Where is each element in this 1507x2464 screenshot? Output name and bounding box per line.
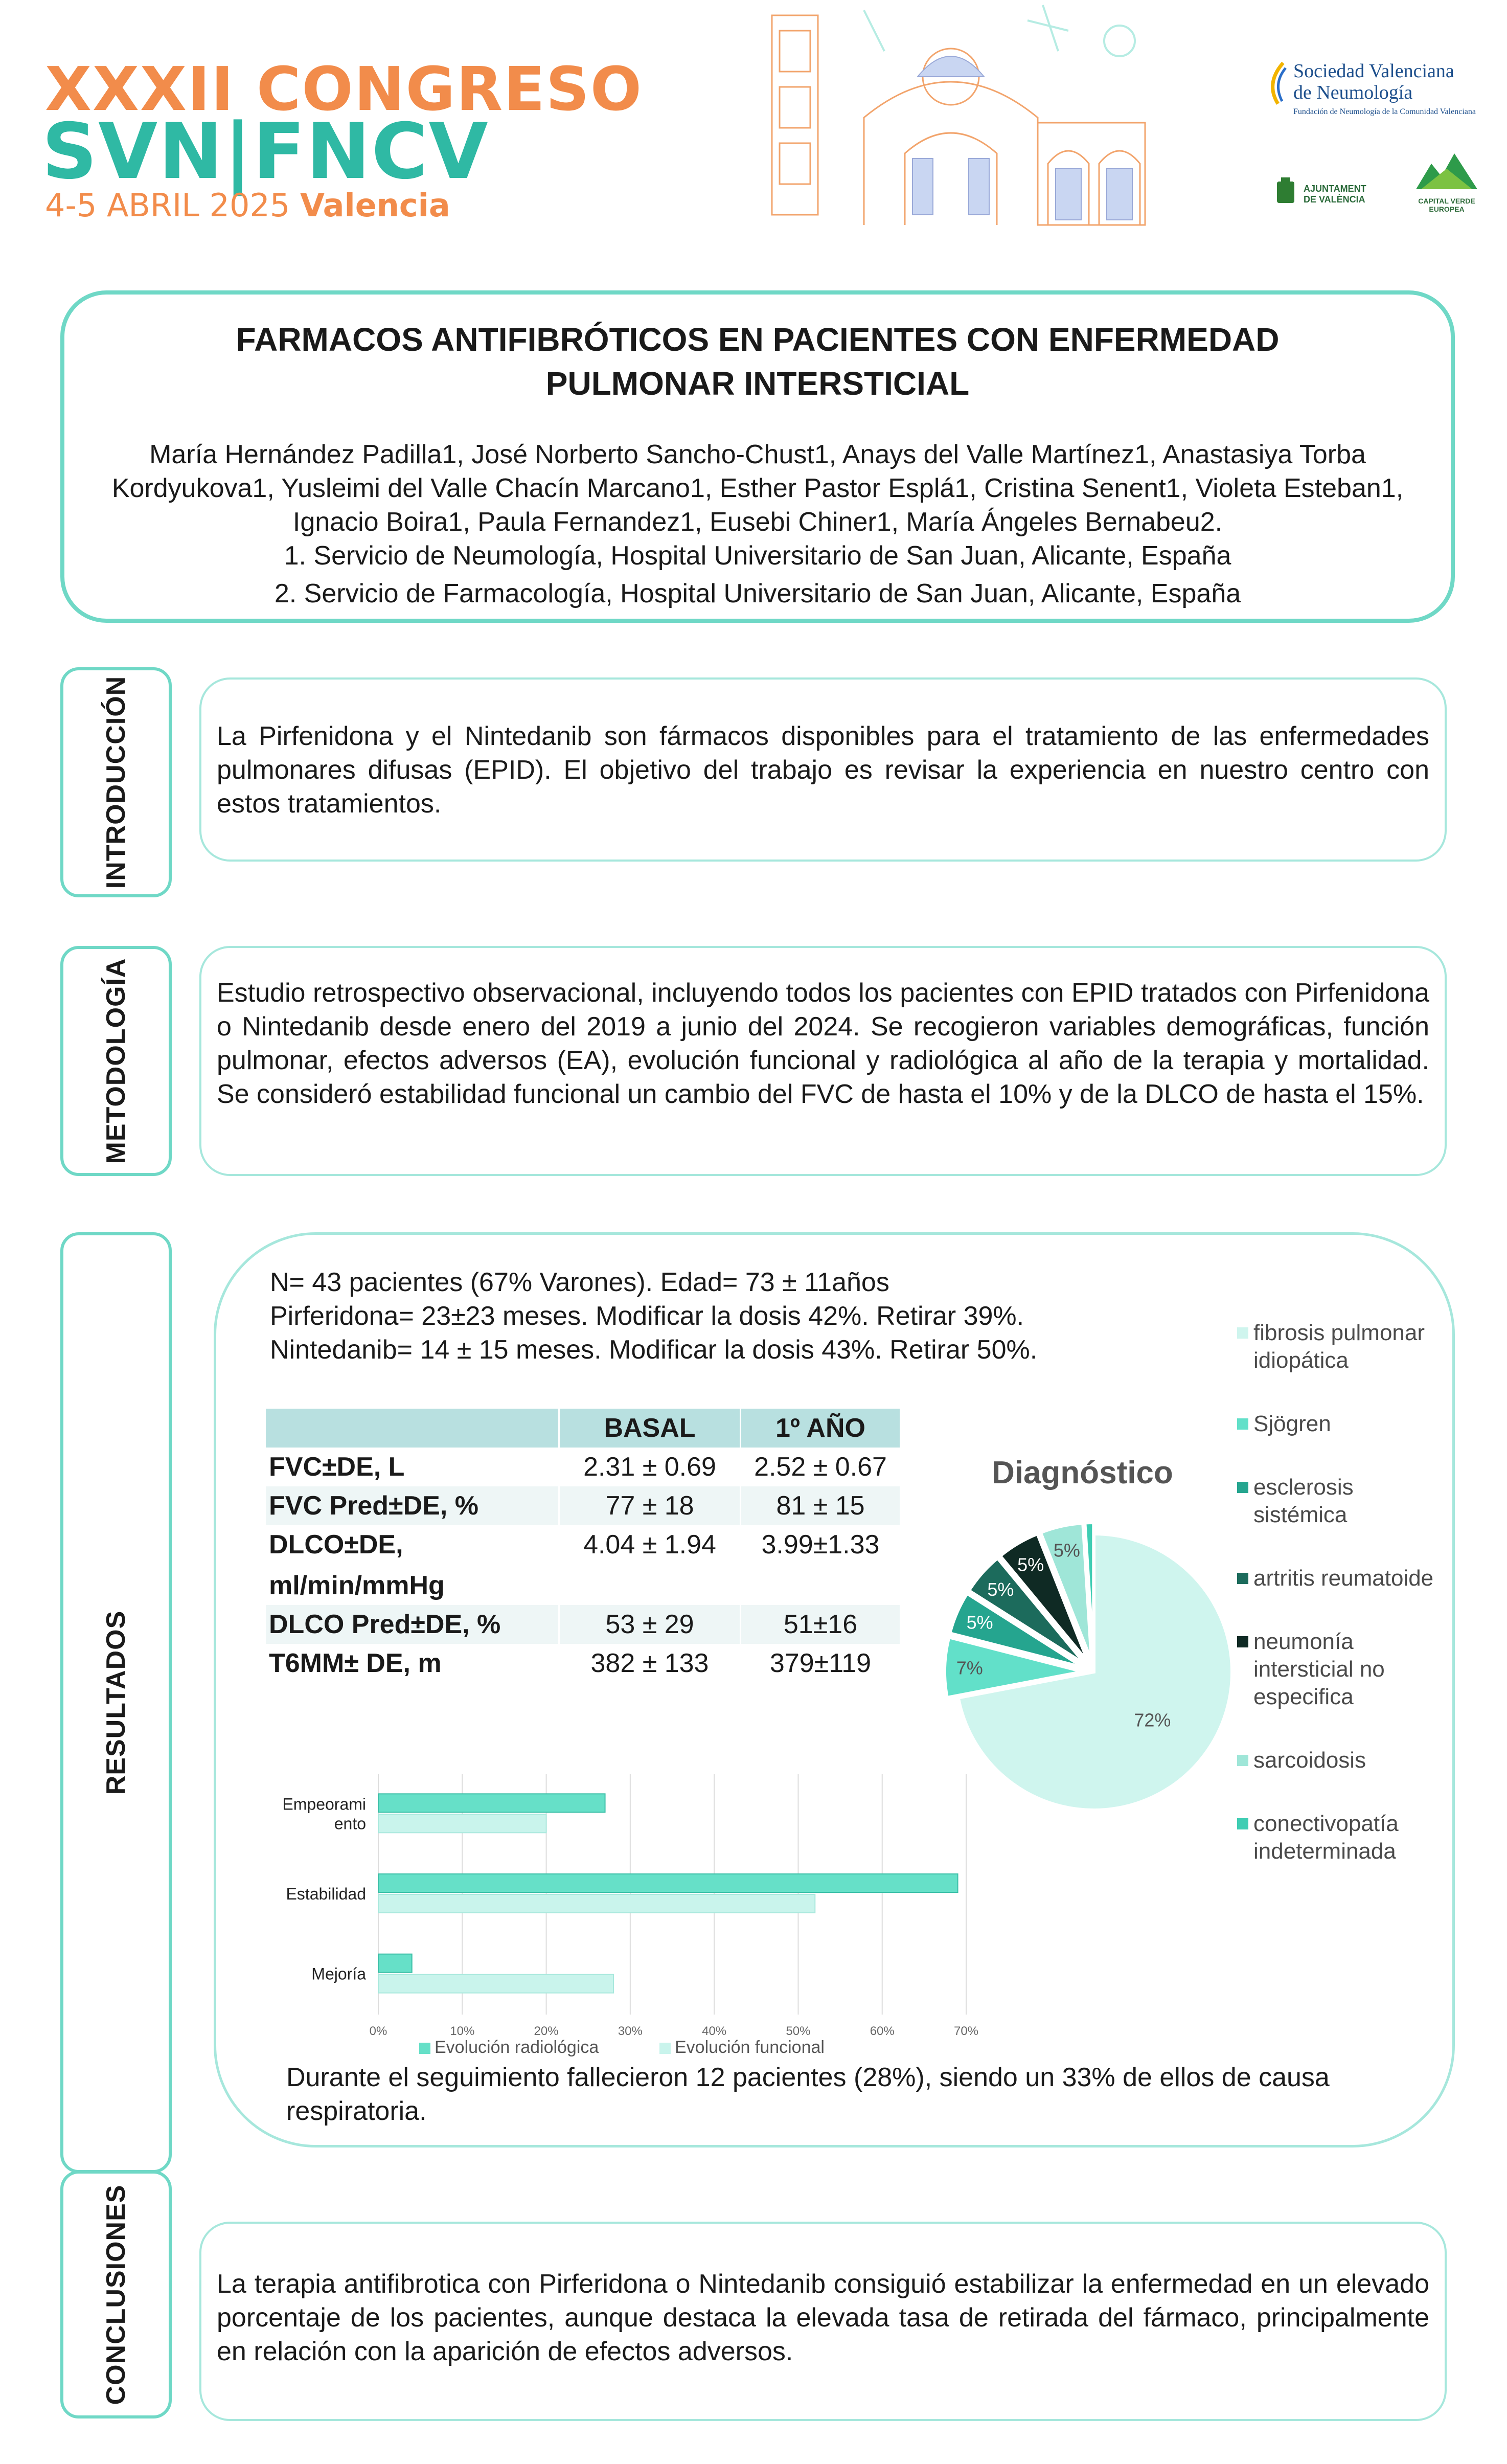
row-year1: 3.99±1.33: [741, 1525, 900, 1605]
category-label: ento: [334, 1814, 366, 1833]
table-header-year1: 1º AÑO: [741, 1409, 900, 1448]
congress-subtitle: SVN|FNCV: [42, 107, 489, 196]
legend-item: [1237, 1565, 1452, 1592]
methodology-tab: [60, 946, 172, 1176]
x-tick-label: 0%: [369, 2024, 387, 2038]
table-row: [266, 1605, 900, 1644]
legend-label: artritis reumatoide: [1253, 1566, 1434, 1591]
conclusions-label: CONCLUSIONES: [101, 2184, 131, 2405]
x-tick-label: 10%: [450, 2024, 475, 2038]
methodology-text: Estudio retrospectivo observacional, incluyendo todos los pacientes con EPID tratados con Pirfenidona o Nintedanib desde enero del 2019 a junio del 2024. Se recogieron variables demográficas, función pulmonar, efectos adversos (EA), evolución funcional y radiológica al año de la terapia y mortalidad. Se consideró estabilidad funcional un cambio del FVC de hasta el 10% y de la DLCO de hasta el 15%.: [217, 978, 1429, 1109]
pie-label: 7%: [956, 1657, 983, 1679]
results-tab: [60, 1232, 172, 2173]
pie-label: 5%: [1053, 1540, 1080, 1561]
affiliation-1: 1. Servicio de Neumología, Hospital Universitario de San Juan, Alicante, España: [284, 541, 1231, 571]
legend-label: fibrosis pulmonar idiopática: [1253, 1320, 1425, 1373]
svn-name-line2: de Neumología: [1293, 82, 1413, 103]
table-row: [266, 1644, 900, 1683]
conclusions-tab: [60, 2171, 172, 2418]
svn-name-line1: Sociedad Valenciana: [1293, 60, 1454, 82]
evolution-bar-chart: [256, 1769, 1033, 2066]
results-table-wrap: [266, 1409, 900, 1683]
row-label: [266, 1525, 559, 1605]
table-header-row: [266, 1409, 900, 1448]
bar: [378, 1794, 605, 1812]
x-tick-label: 40%: [702, 2024, 727, 2038]
svn-logo: [1263, 60, 1477, 117]
pie-label: 5%: [987, 1579, 1014, 1600]
legend-item: [1237, 1474, 1452, 1529]
intro-tab: [60, 667, 172, 897]
x-tick-label: 60%: [870, 2024, 895, 2038]
methodology-label: METODOLOGÍA: [101, 958, 131, 1164]
ayuntamiento-crest-icon: [1273, 176, 1298, 207]
row-year1: 51±16: [741, 1605, 900, 1644]
legend-swatch: [1237, 1636, 1248, 1647]
intro-label: INTRODUCCIÓN: [101, 675, 131, 889]
stat-line-1: N= 43 pacientes (67% Varones). Edad= 73 ± 11años: [270, 1268, 889, 1297]
valencia-market-illustration: [711, 0, 1191, 235]
bar: [378, 1874, 958, 1892]
methodology-box: [199, 946, 1447, 1176]
pie-label: 5%: [966, 1612, 993, 1633]
results-stats: [270, 1265, 1037, 1367]
category-label: Empeorami: [282, 1795, 366, 1814]
bar: [378, 1814, 546, 1833]
row-label: DLCO Pred±DE, %: [266, 1605, 559, 1644]
legend-label: neumonía intersticial no especifica: [1253, 1629, 1385, 1709]
bar-legend-label: Evolución funcional: [675, 2038, 825, 2057]
row-basal: 2.31 ± 0.69: [559, 1448, 741, 1486]
ayuntamiento-text: AJUNTAMENT DE VALÈNCIA: [1304, 184, 1366, 205]
table-row: [266, 1525, 900, 1605]
congress-title: XXXII CONGRESO: [45, 54, 643, 124]
author-list: María Hernández Padilla1, José Norberto Sancho-Chust1, Anays del Valle Martínez1, Anastasiya Torba Kordyukova1, Yusleimi del Valle Chacín Marcano1, Esther Pastor Esplá1, Cristina Senent1, Violeta Esteban1, Ignacio Boira1, Paula Fernandez1, Eusebi Chiner1, María Ángeles Bernabeu2.: [111, 440, 1404, 537]
legend-item: [1237, 1410, 1452, 1438]
bar-legend-swatch: [419, 2043, 430, 2054]
legend-item: [1237, 1810, 1452, 1865]
intro-text: La Pirfenidona y el Nintedanib son fármacos disponibles para el tratamiento de las enfermedades pulmonares difusas (EPID). El objetivo del trabajo es revisar la experiencia en nuestro centro con estos tratamientos.: [217, 721, 1429, 819]
legend-swatch: [1237, 1573, 1248, 1584]
title-box: [60, 290, 1455, 623]
pie-legend: [1237, 1319, 1452, 1901]
capital-verde-icon: [1411, 148, 1482, 194]
table-header-empty: [266, 1409, 559, 1448]
legend-swatch: [1237, 1418, 1248, 1430]
legend-item: [1237, 1628, 1452, 1711]
row-basal: 53 ± 29: [559, 1605, 741, 1644]
bar: [378, 1954, 412, 1973]
bar: [378, 1894, 815, 1913]
stat-line-3: Nintedanib= 14 ± 15 meses. Modificar la dosis 43%. Retirar 50%.: [270, 1335, 1038, 1365]
legend-item: [1237, 1319, 1452, 1374]
pie-label: 5%: [1017, 1554, 1044, 1575]
legend-label: sarcoidosis: [1253, 1748, 1366, 1773]
results-table: [266, 1409, 900, 1683]
table-header-basal: BASAL: [559, 1409, 741, 1448]
stat-line-2: Pirferidona= 23±23 meses. Modificar la dosis 42%. Retirar 39%.: [270, 1301, 1024, 1331]
row-label: FVC Pred±DE, %: [266, 1486, 559, 1525]
row-label: FVC±DE, L: [269, 1452, 405, 1482]
category-label: Estabilidad: [286, 1885, 366, 1903]
bar: [378, 1975, 613, 1993]
row-label: T6MM± DE, m: [269, 1648, 442, 1678]
bar-legend-label: Evolución radiológica: [435, 2038, 599, 2057]
x-tick-label: 30%: [618, 2024, 643, 2038]
row-label-line2: ml/min/mmHg: [269, 1571, 445, 1600]
conclusions-box: [199, 2222, 1447, 2421]
capital-verde-logo: [1411, 148, 1482, 220]
svn-subtitle: Fundación de Neumología de la Comunidad Valenciana: [1293, 107, 1476, 116]
table-row: [266, 1486, 900, 1525]
pie-title: Diagnóstico: [992, 1455, 1173, 1490]
legend-swatch: [1237, 1327, 1248, 1339]
x-tick-label: 20%: [534, 2024, 559, 2038]
intro-box: [199, 677, 1447, 862]
congress-date-text: 4-5 ABRIL 2025: [45, 187, 290, 224]
x-tick-label: 50%: [786, 2024, 811, 2038]
results-label: RESULTADOS: [101, 1610, 131, 1795]
legend-swatch: [1237, 1818, 1248, 1829]
legend-swatch: [1237, 1755, 1248, 1766]
legend-swatch: [1237, 1482, 1248, 1493]
category-label: Mejoría: [311, 1964, 366, 1983]
followup-text: Durante el seguimiento fallecieron 12 pacientes (28%), siendo un 33% de ellos de causa respiratoria.: [286, 2063, 1330, 2126]
svn-logo-icon: [1263, 60, 1288, 106]
table-row: [266, 1448, 900, 1486]
legend-label: esclerosis sistémica: [1253, 1475, 1354, 1527]
congress-date: [45, 187, 450, 224]
row-year1: 81 ± 15: [741, 1486, 900, 1525]
row-basal: 382 ± 133: [559, 1644, 741, 1683]
pie-label: 72%: [1134, 1709, 1171, 1731]
row-year1: 379±119: [741, 1644, 900, 1683]
legend-item: [1237, 1747, 1452, 1774]
capital-verde-text: CAPITAL VERDE EUROPEA: [1418, 197, 1475, 213]
congress-city: Valencia: [300, 187, 450, 224]
conclusions-text: La terapia antifibrotica con Pirferidona o Nintedanib consiguió estabilizar la enfermedad en un elevado porcentaje de los pacientes, aunque destaca la elevada tasa de retirada del fármaco, principalmente en relación con la aparición de efectos adversos.: [217, 2269, 1429, 2366]
bar-legend-swatch: [659, 2043, 671, 2054]
row-basal: 4.04 ± 1.94: [559, 1525, 741, 1605]
authors-block: [95, 438, 1420, 611]
row-basal: 77 ± 18: [559, 1486, 741, 1525]
row-label-line1: DLCO±DE,: [269, 1530, 403, 1559]
affiliation-2: 2. Servicio de Farmacología, Hospital Universitario de San Juan, Alicante, España: [274, 579, 1241, 608]
poster-title: FARMACOS ANTIFIBRÓTICOS EN PACIENTES CON ENFERMEDAD PULMONAR INTERSTICIAL: [236, 321, 1280, 402]
legend-label: conectivopatía indeterminada: [1253, 1811, 1399, 1864]
row-year1: 2.52 ± 0.67: [741, 1448, 900, 1486]
legend-label: Sjögren: [1253, 1411, 1331, 1436]
ayuntamiento-logo: [1273, 176, 1385, 212]
x-tick-label: 70%: [953, 2024, 979, 2038]
